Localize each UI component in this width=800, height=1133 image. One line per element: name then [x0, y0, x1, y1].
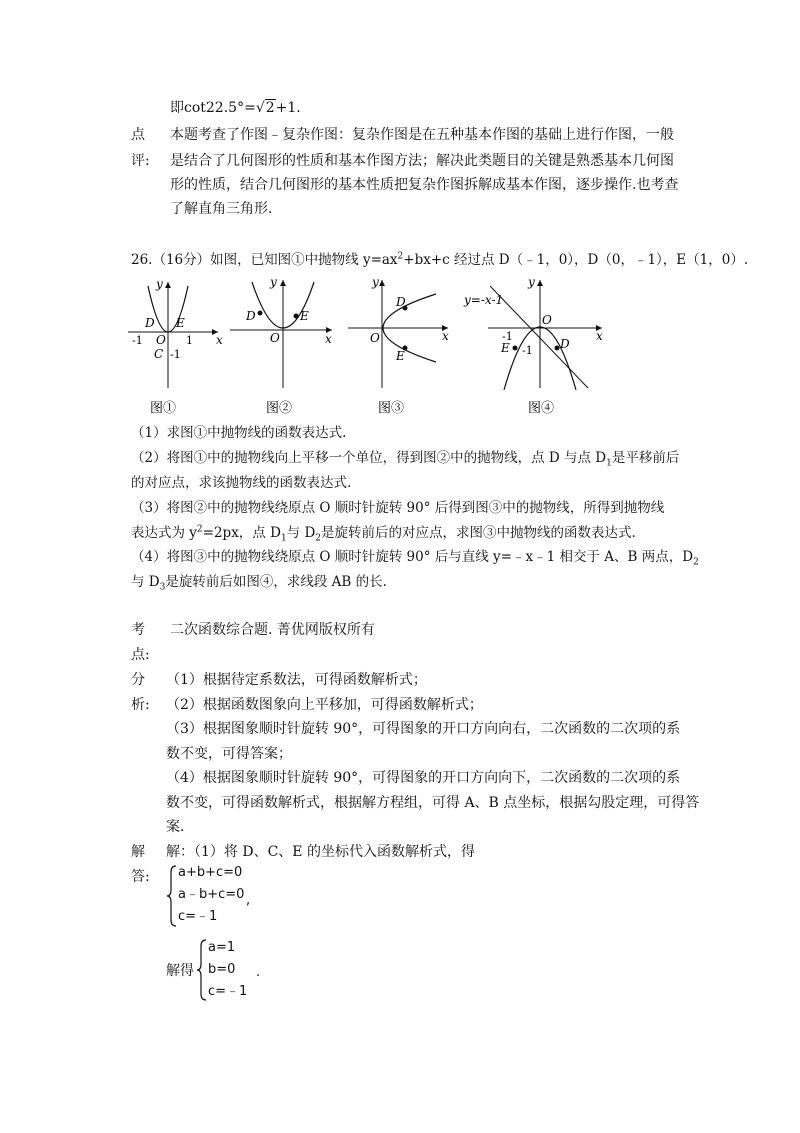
fig2-e-label: E: [300, 309, 309, 323]
jieda-label-2: 答:: [131, 869, 150, 885]
jieda-label-1: 解: [131, 844, 145, 860]
comment-line-2: 是结合了几何图形的性质和基本作图方法；解决此类题目的关键是熟悉基本几何图: [170, 153, 674, 169]
fig3-e-label: E: [396, 349, 405, 363]
fig1-c-label: C: [154, 347, 164, 361]
system-1-eq-1: a+b+c=0: [178, 865, 243, 880]
comment-label-2: 评:: [131, 153, 150, 169]
fig1-one-x: 1: [186, 334, 193, 347]
fig4-o-label: O: [542, 313, 552, 327]
fig1-y-label: y: [156, 277, 163, 291]
fig4-caption: 图④: [528, 401, 555, 416]
fenxi-line-3: （3）根据图象顺时针旋转 90°，可得图象的开口方向向右，二次函数的二次项的系: [166, 721, 681, 737]
system-2-end: .: [256, 965, 261, 980]
fig3-y-label: y: [372, 275, 379, 289]
fig4-d-label: D: [560, 337, 570, 351]
cot-suffix: +1.: [275, 100, 301, 116]
comment-line-3: 形的性质，结合几何图形的基本性质把复杂作图拆解成基本作图，逐步操作.也考查: [170, 177, 679, 193]
fig3-d-label: D: [396, 295, 406, 309]
fenxi-label-2: 析:: [131, 697, 150, 713]
comment-line-4: 了解直角三角形.: [170, 201, 273, 217]
fig3-x-label: x: [442, 329, 449, 343]
fig4-x-label: x: [596, 329, 603, 343]
fig1-minus1-y: -1: [170, 348, 181, 361]
fig3-o-label: O: [370, 331, 380, 345]
fig1-o-label: O: [156, 333, 166, 347]
fig1-caption: 图①: [150, 401, 177, 416]
fig4-y-label: y: [528, 275, 535, 289]
question-2-line-2: 的对应点，求该抛物线的函数表达式.: [131, 475, 352, 491]
comment-line-1: 本题考查了作图﹣复杂作图：复杂作图是在五种基本作图的基础上进行作图，一般: [170, 127, 674, 143]
figure-3: [348, 275, 449, 416]
fig1-e-label: E: [176, 316, 185, 330]
jieda-intro: 解：（1）将 D、C、E 的坐标代入函数解析式，得: [166, 844, 475, 860]
fig4-line-label: y=-x-1: [464, 293, 504, 307]
system-2-eq-1: a=1: [208, 940, 236, 955]
system-2-eq-3: c=﹣1: [208, 984, 248, 999]
system-1-eq-3: c=﹣1: [178, 909, 218, 924]
question-1: （1）求图①中抛物线的函数表达式.: [131, 425, 347, 441]
fig4-minus1-y: -1: [522, 344, 533, 357]
question-2-line-1: （2）将图①中的抛物线向上平移一个单位，得到图②中的抛物线，点 D 与点 $D_1$是平移前后: [131, 450, 680, 469]
cot-prefix: 即cot22.5°: [170, 100, 245, 116]
kaodian-label-1: 考: [131, 622, 145, 638]
fenxi-label-1: 分: [131, 672, 145, 688]
fig4-e-label: E: [501, 341, 510, 355]
cot-result-line: [170, 101, 301, 115]
system-1-end: ,: [246, 893, 251, 908]
fenxi-line-7: 案.: [166, 819, 185, 835]
fig2-y-label: y: [270, 275, 277, 289]
question-3-line-2: 表达式为 $y^2=2px$，点 $D_1$与 $D_2$是旋转前后的对应点，求图③中抛物线的函数表达式.: [131, 524, 636, 544]
figures-panel: [120, 270, 620, 420]
system-2-brace: [196, 938, 208, 1002]
figure-1: [128, 277, 223, 416]
comment-label-1: 点: [131, 127, 145, 143]
system-2-eq-2: b=0: [208, 962, 236, 977]
fig4-minus1-x: -1: [502, 330, 513, 343]
fig1-d-label: D: [145, 316, 155, 330]
fig2-o-label: O: [270, 331, 280, 345]
kaodian-label-2: 点:: [131, 647, 150, 663]
cot-equals: =: [244, 100, 256, 116]
sqrt-argument: 2: [265, 100, 275, 116]
solve-label: 解得: [166, 963, 194, 979]
question-4-line-2: 与 $D_3$是旋转前后如图④，求线段 AB 的长.: [131, 574, 387, 593]
fig1-minus1-x: -1: [132, 334, 143, 347]
fenxi-line-5: （4）根据图象顺时针旋转 90°，可得图象的开口方向向下，二次函数的二次项的系: [166, 770, 681, 786]
figure-2: [230, 275, 332, 416]
problem-heading: 26.（16分）如图，已知图①中抛物线 $y=ax^2+bx+c$ 经过点 D（﹣1，0），D（0，﹣1），E（1，0）.: [131, 251, 749, 268]
system-1-eq-2: a﹣b+c=0: [178, 887, 245, 902]
kaodian-text: 二次函数综合题. 菁优网版权所有: [170, 622, 375, 638]
fig3-caption: 图③: [378, 401, 405, 416]
fenxi-line-1: （1）根据待定系数法，可得函数解析式；: [166, 672, 427, 688]
fenxi-line-2: （2）根据函数图象向上平移加，可得函数解析式；: [166, 697, 483, 713]
fig2-d-label: D: [246, 309, 256, 323]
fig2-x-label: x: [325, 332, 332, 346]
fenxi-line-6: 数不变，可得函数解析式，根据解方程组，可得 A、B 点坐标，根据勾股定理，可得答: [166, 795, 700, 811]
fig1-x-label: x: [216, 333, 223, 347]
question-3-line-1: （3）将图②中的抛物线绕原点 O 顺时针旋转 90° 后得到图③中的抛物线，所得到抛物线: [131, 500, 665, 516]
figure-4: [463, 275, 603, 416]
question-4-line-1: （4）将图③中的抛物线绕原点 O 顺时针旋转 90° 后与直线 y=﹣x﹣1 相交于 A、B 两点，$D_2$: [131, 549, 699, 568]
system-1-brace: [166, 864, 178, 928]
fig2-caption: 图②: [266, 401, 293, 416]
fenxi-line-4: 数不变，可得答案；: [166, 746, 292, 762]
sqrt-sign: √: [255, 100, 265, 116]
